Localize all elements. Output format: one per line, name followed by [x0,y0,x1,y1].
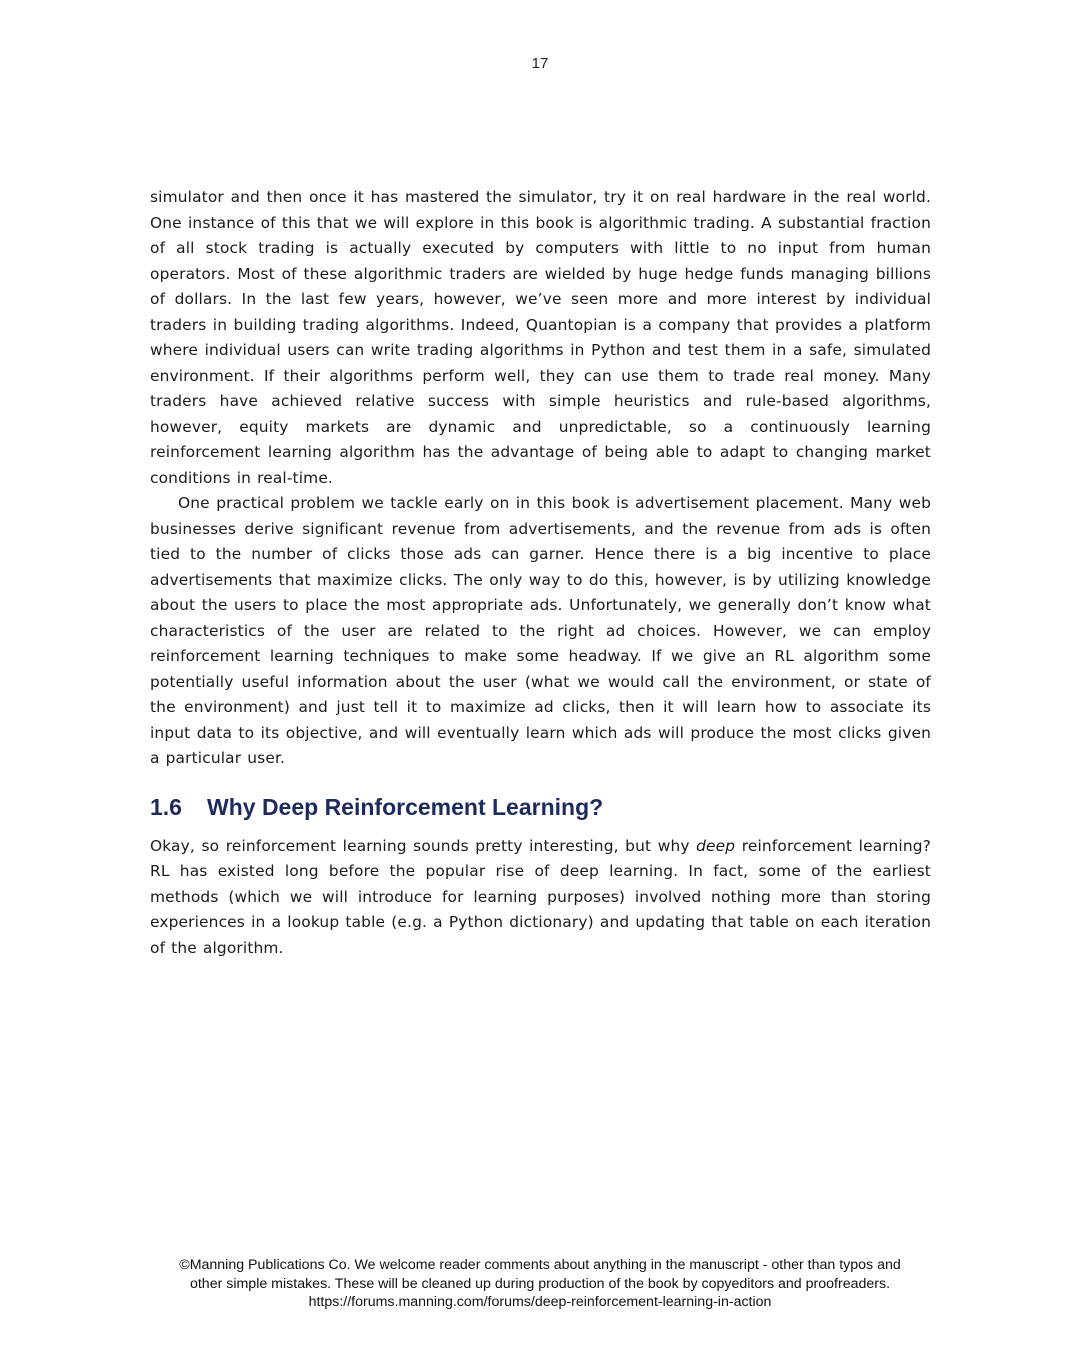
page-number: 17 [531,55,549,72]
paragraph-text-before: Okay, so reinforcement learning sounds pretty interesting, but why [150,836,697,855]
section-heading [150,792,931,822]
footer-forum-link[interactable]: https://forums.manning.com/forums/deep-reinforcement-learning-in-action [308,1294,772,1310]
section-title: Why Deep Reinforcement Learning? [207,793,604,820]
copyright-footer [0,1256,1080,1312]
emphasis-deep: deep [696,836,736,855]
section-number: 1.6 [150,793,182,820]
body-paragraph-advertisement: One practical problem we tackle early on in this book is advertisement placement. Many web businesses derive significant revenue from advertisements, and the revenue from ads is often tied to the number of clicks those ads can garner. Hence there is a big incentive to place advertisements that maximize clicks. The only way to do this, however, is by utilizing knowledge about the users to place the most appropriate ads. Unfortunately, we generally don’t know what characteristics of the user are related to the right ad choices. However, we can employ reinforcement learning techniques to make some headway. If we give an RL algorithm some potentially useful information about the user (what we would call the environment, or state of the environment) and just tell it to maximize ad clicks, then it will learn how to associate its input data to its objective, and will eventually learn which ads will produce the most clicks given a particular user. [150,494,931,767]
page-body [150,185,931,961]
footer-line-copyright: ©Manning Publications Co. We welcome reader comments about anything in the manuscript - other than typos and [179,1257,901,1273]
paragraph-text-after: reinforcement learning? RL has existed long before the popular rise of deep learning. In fact, some of the earliest methods (which we will introduce for learning purposes) involved nothing more than storing experiences in a lookup table (e.g. a Python dictionary) and updating that table on each iteration of the algorithm. [150,836,931,957]
footer-line-notice: other simple mistakes. These will be cleaned up during production of the book by copyeditors and proofreaders. [189,1275,891,1292]
body-paragraph-algorithmic-trading: simulator and then once it has mastered the simulator, try it on real hardware in the real world. One instance of this that we will explore in this book is algorithmic trading. A substantial fraction of all stock trading is actually executed by computers with little to no input from human operators. Most of these algorithmic traders are wielded by huge hedge funds managing billions of dollars. In the last few years, however, we’ve seen more and more interest by individual traders in building trading algorithms. Indeed, Quantopian is a company that provides a platform where individual users can write trading algorithms in Python and test them in a safe, simulated environment. If their algorithms perform well, they can use them to trade real money. Many traders have achieved relative success with simple heuristics and rule-based algorithms, however, equity markets are dynamic and unpredictable, so a continuously learning reinforcement learning algorithm has the advantage of being able to adapt to changing market conditions in real-time. [150,188,931,487]
body-paragraph-why-deep [150,834,931,962]
